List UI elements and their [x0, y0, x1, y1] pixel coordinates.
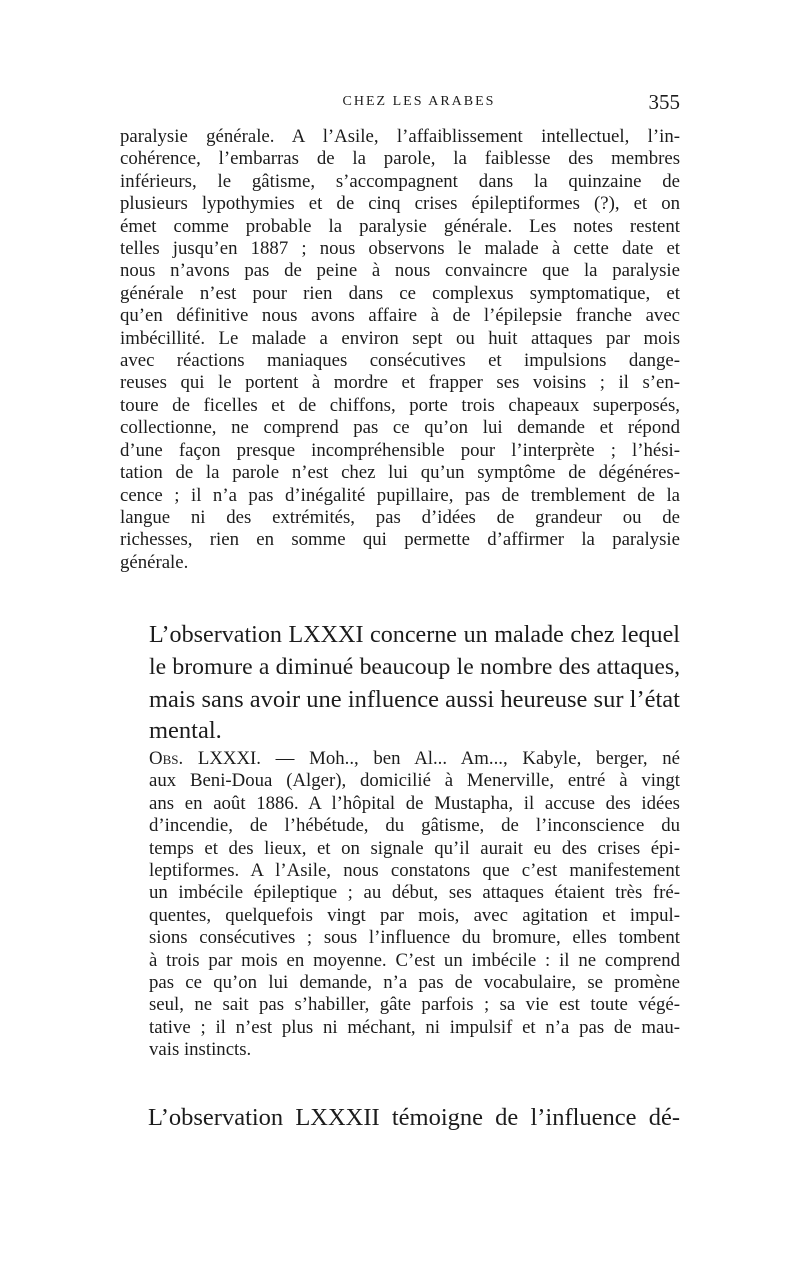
paragraph-observation-lxxxii-intro: [120, 1102, 680, 1134]
text-line: L’observation LXXXI concerne un malade chez lequel: [149, 622, 680, 648]
text-line: pas ce qu’on lui demande, n’a pas de vocabulaire, se promène: [149, 972, 680, 994]
text-line: richesses, rien en somme qui permette d’affirmer la paralysie: [120, 529, 680, 551]
text-line: vais instincts.: [149, 1039, 252, 1061]
text-line: imbécillité. Le malade a environ sept ou huit attaques par mois: [120, 327, 680, 349]
obs-heading-text: LXXXI. — Moh.., ben Al... Am..., Kabyle, berger, né: [183, 748, 680, 769]
text-line: d’incendie, de l’hébétude, du gâtisme, de l’inconscience du: [149, 815, 680, 837]
text-line: tative ; il n’est plus ni méchant, ni impulsif et n’a pas de mau-: [149, 1016, 680, 1038]
text-line: nous n’avons pas de peine à nous convaincre que la paralysie: [120, 260, 680, 282]
text-line: temps et des lieux, et on signale qu’il aurait eu des crises épi-: [149, 837, 680, 859]
running-title: CHEZ LES ARABES: [342, 94, 496, 109]
text-line: seul, ne sait pas s’habiller, gâte parfois ; sa vie est toute végé-: [149, 994, 680, 1016]
text-line: leptiformes. A l’Asile, nous constatons que c’est manifestement: [149, 860, 680, 882]
text-line: générale n’est pour rien dans ce complexus symptomatique, et: [120, 282, 680, 304]
text-line: avec réactions maniaques consécutives et impulsions dange-: [120, 350, 680, 372]
text-line: aux Beni-Doua (Alger), domicilié à Menerville, entré à vingt: [149, 770, 680, 792]
text-line: mental.: [149, 717, 222, 745]
text-line: reuses qui le portent à mordre et frapper ses voisins ; il s’en-: [120, 372, 680, 394]
text-line: plusieurs lypothymies et de cinq crises épileptiformes (?), et on: [120, 193, 680, 215]
page-number: 355: [648, 90, 680, 114]
text-line: qu’en définitive nous avons affaire à de l’épilepsie franche avec: [120, 305, 680, 327]
text-line: mais sans avoir une influence aussi heureuse sur l’état: [149, 685, 680, 713]
text-line: toure de ficelles et de chiffons, porte trois chapeaux superposés,: [120, 394, 680, 416]
text-line: telles jusqu’en 1887 ; nous observons le malade à cette date et: [120, 238, 680, 260]
paragraph-observation-lxxxi-intro: [120, 620, 680, 747]
text-line: quentes, quelquefois vingt par mois, avec agitation et impul-: [149, 904, 680, 926]
text-line: générale.: [120, 551, 189, 573]
text-line: d’une façon presque incompréhensible pour l’interprète ; l’hési-: [120, 439, 680, 461]
paragraph-case-notes: [120, 126, 680, 574]
text-line: [120, 748, 680, 770]
text-line: collectionne, ne comprend pas ce qu’on lui demande et répond: [120, 417, 680, 439]
text-line: L’observation LXXXII témoigne de l’influence dé-: [148, 1104, 680, 1131]
text-line: sions consécutives ; sous l’influence du bromure, elles tombent: [149, 927, 680, 949]
page-header: [120, 90, 680, 120]
text-line: paralysie générale. A l’Asile, l’affaiblissement intellectuel, l’in-: [120, 126, 680, 147]
text-line: cence ; il n’a pas d’inégalité pupillaire, pas de tremblement de la: [120, 484, 680, 506]
paragraph-observation-lxxxi: [120, 748, 680, 1062]
text-line: cohérence, l’embarras de la parole, la faiblesse des membres: [120, 148, 680, 170]
text-line: émet comme probable la paralysie générale. Les notes restent: [120, 215, 680, 237]
text-line: tation de la parole n’est chez lui qu’un symptôme de dégénéres-: [120, 462, 680, 484]
text-line: langue ni des extrémités, pas d’idées de grandeur ou de: [120, 506, 680, 528]
text-line: le bromure a diminué beaucoup le nombre des attaques,: [149, 653, 680, 680]
text-line: ans en août 1886. A l’hôpital de Mustapha, il accuse des idées: [149, 792, 680, 814]
text-line: à trois par mois en moyenne. C’est un imbécile : il ne comprend: [149, 949, 680, 971]
text-line: inférieurs, le gâtisme, s’accompagnent dans la quinzaine de: [120, 170, 680, 192]
text-line: un imbécile épileptique ; au début, ses attaques étaient très fré-: [149, 882, 680, 904]
obs-label: Obs.: [149, 748, 184, 769]
